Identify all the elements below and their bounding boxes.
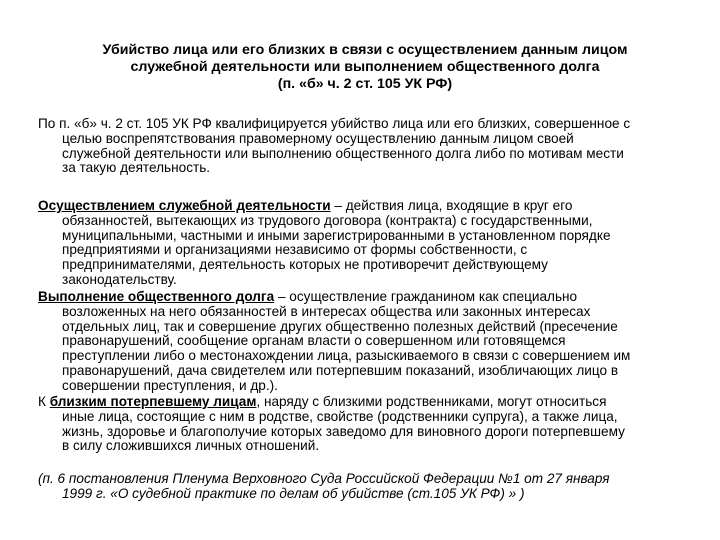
service-line-6: законодательству. — [62, 271, 177, 287]
service-first-line — [38, 199, 700, 214]
relatives-term: близким потерпевшему лицам — [49, 394, 257, 409]
relatives-line-2: иные лица, состоящие с ним в родстве, свойстве (родственники супруга), а также лица, — [62, 408, 618, 424]
duty-definition — [38, 290, 700, 394]
title-line-1: Убийство лица или его близких в связи с осуществлением данным лицом — [102, 42, 628, 58]
slide-title — [40, 42, 690, 93]
relatives-prefix: К — [38, 394, 50, 409]
citation — [38, 471, 700, 501]
duty-line-7: совершении преступления, и др.). — [62, 377, 278, 393]
intro-line-1: По п. «б» ч. 2 ст. 105 УК РФ квалифицируется убийство лица или его близких, совершенное с — [38, 116, 631, 131]
service-first-rest: – действия лица, входящие в круг его — [330, 198, 573, 213]
duty-first-rest: – осуществление гражданином как специально — [274, 289, 578, 304]
duty-line-3: отдельных лиц, так и совершение других общественно полезных действий (пресечение — [62, 318, 618, 334]
intro-paragraph — [38, 117, 700, 176]
relatives-line-3: жизнь, здоровье и благополучие которых заведомо для виновного дороги потерпевшему — [62, 423, 625, 439]
duty-line-6: правонарушений, дача свидетелем или потерпевшим показаний, изобличающих лицо в — [62, 362, 619, 378]
service-term: Осуществлением служебной деятельности — [38, 198, 331, 213]
intro-line-3: служебной деятельности или выполнению общественного долга либо по мотивам мести — [62, 145, 624, 161]
duty-first-line — [38, 290, 700, 305]
duty-term: Выполнение общественного долга — [38, 289, 275, 304]
duty-line-2: возложенных на него обязанностей в интересах общества или законных интересах — [62, 303, 591, 319]
relatives-first-rest: , наряду с близкими родственниками, могут относиться — [256, 394, 607, 409]
citation-line-1: (п. 6 постановления Пленума Верховного Суда Российской Федерации №1 от 27 января — [38, 471, 610, 486]
service-line-4: предприятиями и организациями независимо от формы собственности, с — [62, 242, 528, 258]
duty-line-5: преступлении либо о местонахождении лица, разыскиваемого в связи с совершением им — [62, 348, 631, 364]
service-line-5: предпринимателями, деятельность которых не противоречит действующему — [62, 257, 548, 273]
intro-line-4: за такую деятельность. — [62, 160, 211, 176]
service-definition — [38, 199, 700, 288]
service-line-2: обязанностей, вытекающих из трудового договора (контракта) с государственными, — [62, 212, 593, 228]
duty-line-4: правонарушений, сообщение органам власти о совершенном или готовящемся — [62, 333, 566, 349]
relatives-line-4: в силу сложившихся личных отношений. — [62, 438, 320, 454]
title-line-3: (п. «б» ч. 2 ст. 105 УК РФ) — [277, 76, 453, 92]
intro-line-2: целью воспрепятствования правомерному осуществлению данным лицом своей — [62, 130, 574, 146]
citation-line-2: 1999 г. «О судебной практике по делам об убийстве (ст.105 УК РФ) » ) — [62, 486, 525, 501]
relatives-first-line — [38, 395, 700, 410]
relatives-definition — [38, 395, 700, 454]
service-line-3: муниципальными, частными и иными зарегистрированными в установленном порядке — [62, 227, 611, 243]
title-line-2: служебной деятельности или выполнением общественного долга — [130, 59, 600, 75]
